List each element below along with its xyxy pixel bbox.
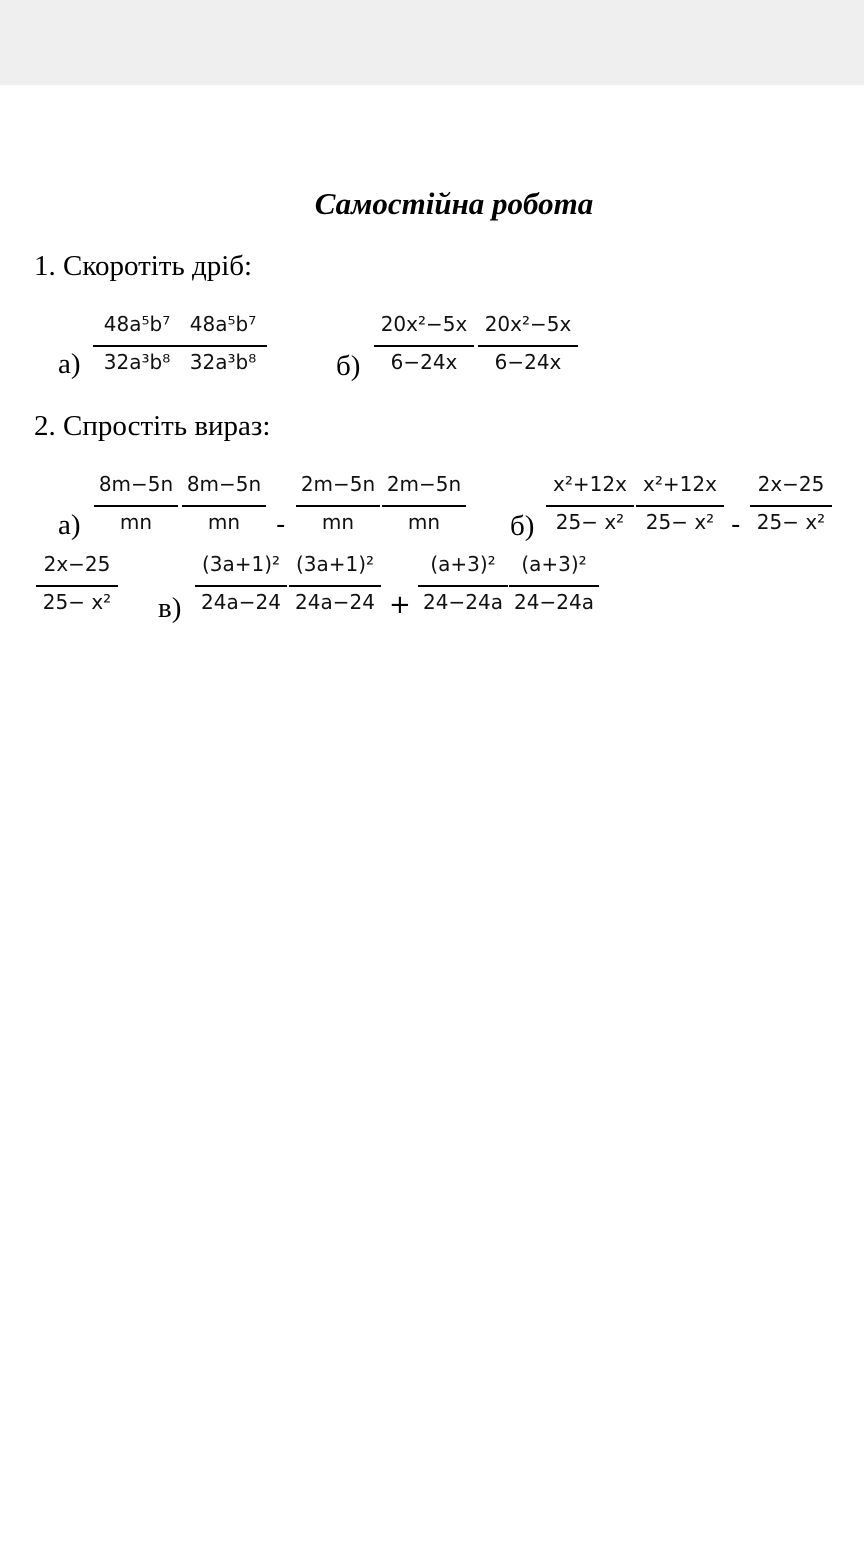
minus-operator: -	[731, 510, 741, 540]
numerator: 8m−5n	[186, 472, 262, 496]
fraction-bar	[636, 505, 724, 507]
denominator: 6−24x	[390, 350, 458, 374]
denominator: 32a³b⁸	[103, 350, 171, 374]
numerator: x²+12x	[553, 472, 627, 496]
numerator: 48a⁵b⁷	[189, 312, 257, 336]
fraction-bar	[509, 585, 599, 587]
task2-b-fraction-3	[748, 472, 834, 542]
denominator: 25− x²	[645, 510, 715, 534]
numerator: (a+3)²	[521, 552, 587, 576]
task1-a-label: а)	[58, 348, 81, 380]
denominator: 25− x²	[756, 510, 826, 534]
fraction-bar	[418, 585, 508, 587]
task2-a-fraction-1	[92, 472, 180, 542]
fraction-bar	[179, 345, 267, 347]
denominator: mn	[407, 510, 441, 534]
denominator: 24a−24	[295, 590, 375, 614]
fraction-bar	[296, 505, 380, 507]
denominator: 24−24a	[423, 590, 503, 614]
task2-b-fraction-4	[34, 552, 120, 622]
top-bar	[0, 0, 864, 85]
denominator: mn	[321, 510, 355, 534]
numerator: 2m−5n	[300, 472, 376, 496]
numerator: 20x²−5x	[380, 312, 468, 336]
denominator: 25− x²	[555, 510, 625, 534]
task2-a-fraction-2	[180, 472, 268, 542]
task1-heading: 1. Скоротіть дріб:	[34, 250, 253, 282]
numerator: (3a+1)²	[201, 552, 281, 576]
denominator: 6−24x	[494, 350, 562, 374]
plus-operator: +	[389, 590, 411, 620]
numerator: 48a⁵b⁷	[103, 312, 171, 336]
fraction-bar	[546, 505, 634, 507]
task2-v-fraction-1	[193, 552, 289, 622]
task2-a-label: а)	[58, 509, 81, 541]
task2-v-label: в)	[158, 592, 182, 624]
fraction-bar	[36, 585, 118, 587]
fraction-bar	[478, 345, 578, 347]
fraction-bar	[374, 345, 474, 347]
denominator: 32a³b⁸	[189, 350, 257, 374]
task2-v-fraction-3	[416, 552, 510, 622]
numerator: (3a+1)²	[295, 552, 375, 576]
fraction-bar	[182, 505, 266, 507]
task2-b-fraction-1	[544, 472, 636, 542]
numerator: 2m−5n	[386, 472, 462, 496]
task2-b-label: б)	[510, 510, 535, 542]
task1-a-fraction-1	[91, 312, 183, 382]
task1-b-fraction-1	[372, 312, 476, 382]
page-title: Самостійна робота	[314, 186, 594, 221]
numerator: 8m−5n	[98, 472, 174, 496]
numerator: 2x−25	[43, 552, 111, 576]
fraction-bar	[93, 345, 181, 347]
task2-v-fraction-4	[507, 552, 601, 622]
fraction-bar	[382, 505, 466, 507]
task1-b-label: б)	[336, 350, 361, 382]
task1-b-fraction-2	[476, 312, 580, 382]
task2-v-fraction-2	[287, 552, 383, 622]
denominator: 25− x²	[42, 590, 112, 614]
denominator: mn	[119, 510, 153, 534]
fraction-bar	[289, 585, 381, 587]
denominator: mn	[207, 510, 241, 534]
task1-a-fraction-2	[177, 312, 269, 382]
numerator: 20x²−5x	[484, 312, 572, 336]
numerator: x²+12x	[643, 472, 717, 496]
denominator: 24a−24	[201, 590, 281, 614]
task2-heading: 2. Спростіть вираз:	[34, 410, 271, 442]
fraction-bar	[195, 585, 287, 587]
task2-a-fraction-3	[294, 472, 382, 542]
minus-operator: -	[276, 510, 286, 540]
denominator: 24−24a	[514, 590, 594, 614]
fraction-bar	[94, 505, 178, 507]
numerator: 2x−25	[757, 472, 825, 496]
numerator: (a+3)²	[430, 552, 496, 576]
task2-a-fraction-4	[380, 472, 468, 542]
fraction-bar	[750, 505, 832, 507]
task2-b-fraction-2	[634, 472, 726, 542]
